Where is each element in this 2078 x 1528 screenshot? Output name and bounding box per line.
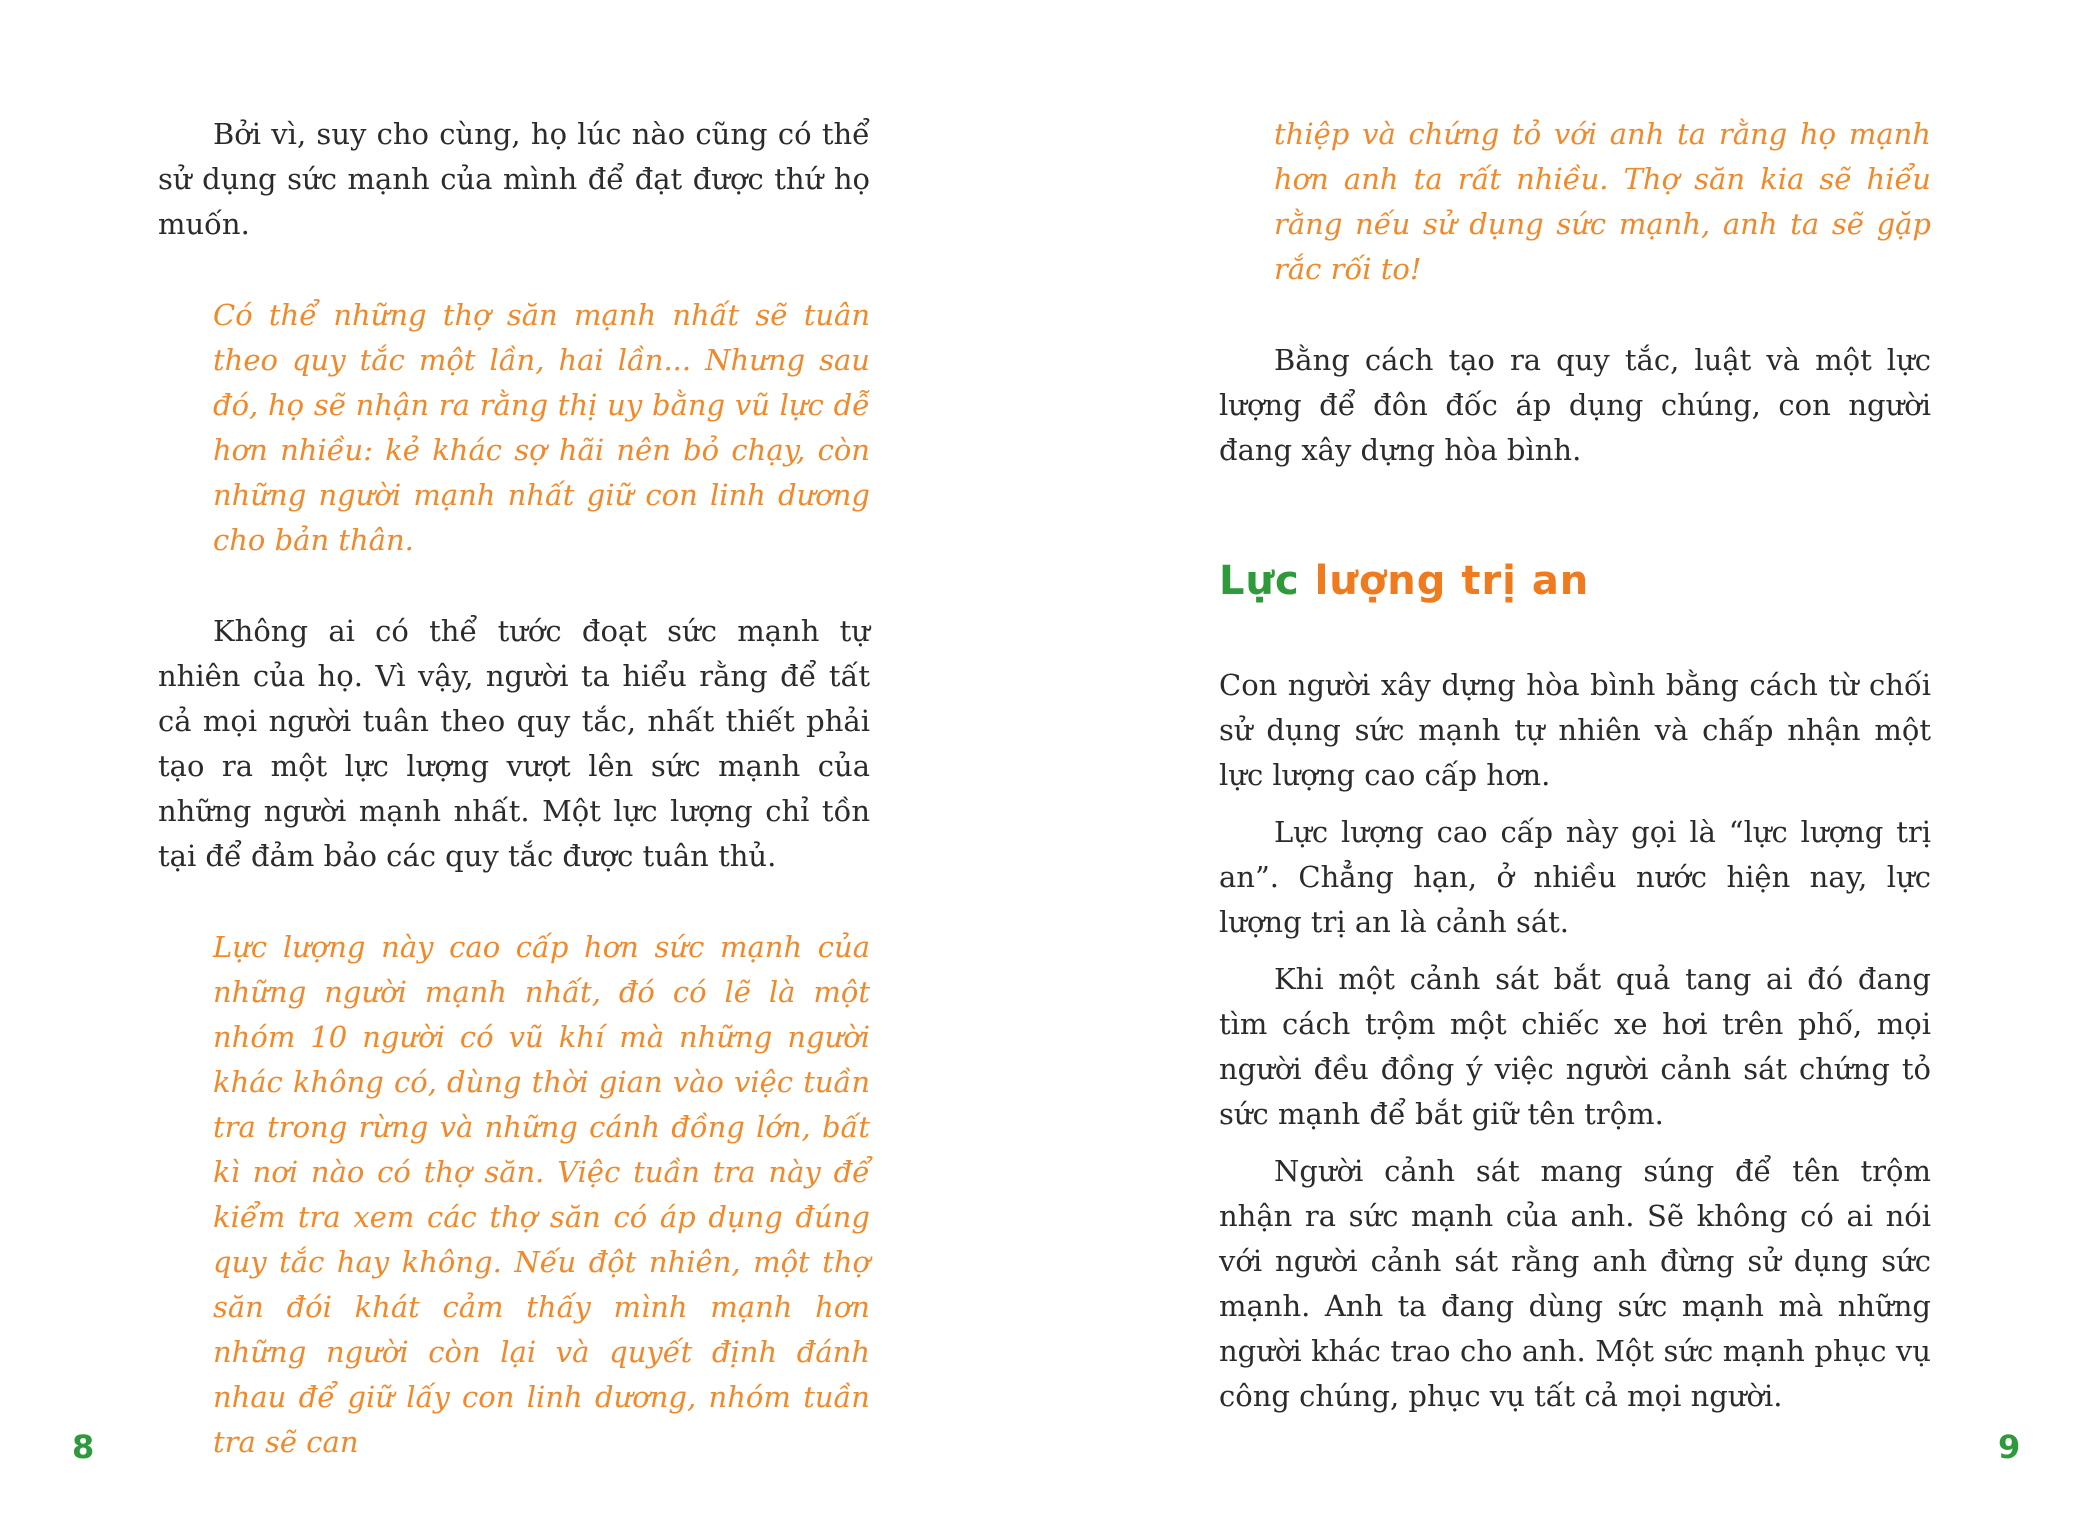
left-text-column <box>158 112 870 1465</box>
right-page <box>1039 0 2078 1528</box>
heading-word-orange: lượng trị an <box>1314 558 1590 604</box>
body-paragraph: Không ai có thể tước đoạt sức mạnh tự nhiên của họ. Vì vậy, người ta hiểu rằng để tất cả mọi người tuân theo quy tắc, nhất thiết phải tạo ra một lực lượng vượt lên sức mạnh của những người mạnh nhất. Một lực lượng chỉ tồn tại để đảm bảo các quy tắc được tuân thủ. <box>158 614 870 873</box>
body-paragraph: Khi một cảnh sát bắt quả tang ai đó đang tìm cách trộm một chiếc xe hơi trên phố, mọi người đều đồng ý việc người cảnh sát chứng tỏ sức mạnh để bắt giữ tên trộm. <box>1219 962 1931 1131</box>
quote-paragraph: thiệp và chứng tỏ với anh ta rằng họ mạnh hơn anh ta rất nhiều. Thợ săn kia sẽ hiểu rằng nếu sử dụng sức mạnh, anh ta sẽ gặp rắc rối to! <box>1274 117 1931 286</box>
section-heading <box>1219 555 1931 607</box>
body-paragraph: Con người xây dựng hòa bình bằng cách từ chối sử dụng sức mạnh tự nhiên và chấp nhận một lực lượng cao cấp hơn. <box>1219 668 1931 792</box>
page-number: 8 <box>72 1428 95 1466</box>
body-paragraph: Bởi vì, suy cho cùng, họ lúc nào cũng có thể sử dụng sức mạnh của mình để đạt được thứ họ muốn. <box>158 117 870 241</box>
body-paragraph: Người cảnh sát mang súng để tên trộm nhận ra sức mạnh của anh. Sẽ không có ai nói với người cảnh sát rằng anh đừng sử dụng sức mạnh. Anh ta đang dùng sức mạnh mà những người khác trao cho anh. Một sức mạnh phục vụ công chúng, phục vụ tất cả mọi người. <box>1219 1154 1931 1413</box>
quote-paragraph: Lực lượng này cao cấp hơn sức mạnh của những người mạnh nhất, đó có lẽ là một nhóm 10 người có vũ khí mà những người khác không có, dùng thời gian vào việc tuần tra trong rừng và những cánh đồng lớn, bất kì nơi nào có thợ săn. Việc tuần tra này để kiểm tra xem các thợ săn có áp dụng đúng quy tắc hay không. Nếu đột nhiên, một thợ săn đói khát cảm thấy mình mạnh hơn những người còn lại và quyết định đánh nhau để giữ lấy con linh dương, nhóm tuần tra sẽ can <box>213 930 870 1459</box>
heading-word-green: Lực <box>1219 558 1300 604</box>
right-text-column <box>1219 112 1931 1419</box>
body-paragraph: Lực lượng cao cấp này gọi là “lực lượng trị an”. Chẳng hạn, ở nhiều nước hiện nay, lực lượng trị an là cảnh sát. <box>1219 815 1931 939</box>
quote-paragraph: Có thể những thợ săn mạnh nhất sẽ tuân theo quy tắc một lần, hai lần... Nhưng sau đó, họ sẽ nhận ra rằng thị uy bằng vũ lực dễ hơn nhiều: kẻ khác sợ hãi nên bỏ chạy, còn những người mạnh nhất giữ con linh dương cho bản thân. <box>213 298 870 557</box>
body-paragraph: Bằng cách tạo ra quy tắc, luật và một lực lượng để đôn đốc áp dụng chúng, con người đang xây dựng hòa bình. <box>1219 343 1931 467</box>
page-number: 9 <box>1998 1428 2021 1466</box>
